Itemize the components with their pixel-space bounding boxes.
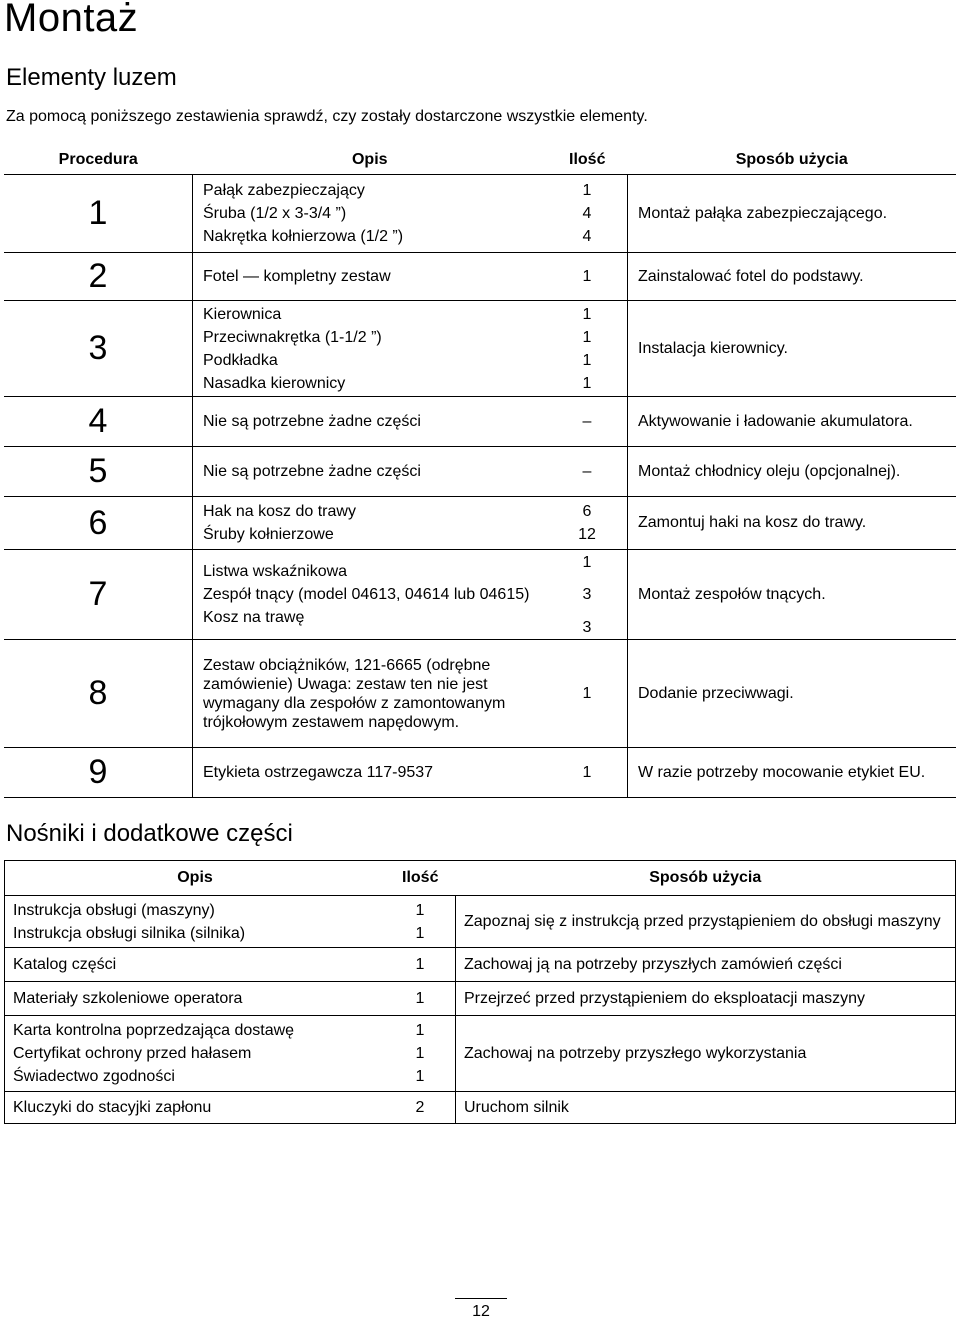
procedure-number: 3 [4, 301, 193, 397]
quantity-cell [547, 497, 628, 550]
table-row [5, 982, 956, 1016]
procedure-number: 1 [4, 175, 193, 253]
part-quantity: 1 [415, 1022, 425, 1039]
part-description: Kluczyki do stacyjki zapłonu [5, 1092, 386, 1124]
use-text: Aktywowanie i ładowanie akumulatora. [628, 397, 957, 447]
loose-parts-table [4, 146, 956, 798]
table-row [4, 253, 956, 301]
procedure-number: 5 [4, 447, 193, 497]
header-use: Sposób użycia [456, 861, 956, 896]
table-row [5, 896, 956, 948]
part-quantity: – [547, 397, 628, 447]
part-description: Instrukcja obsługi (maszyny) [13, 901, 215, 919]
intro-text: Za pomocą poniższego zestawienia sprawdź, czy zostały dostarczone wszystkie elementy. [6, 108, 648, 125]
table-row [4, 301, 956, 397]
use-text: Uruchom silnik [456, 1092, 956, 1124]
part-description: Świadectwo zgodności [13, 1068, 175, 1085]
table-row [4, 497, 956, 550]
header-quantity: Ilość [569, 151, 606, 168]
use-text: Zapoznaj się z instrukcją przed przystąpieniem do obsługi maszyny [464, 913, 941, 930]
part-description: Certyfikat ochrony przed hałasem [13, 1045, 252, 1062]
table-row [5, 1092, 956, 1124]
part-description: Nakrętka kołnierzowa (1/2 ”) [203, 228, 404, 245]
footer-rule [455, 1298, 507, 1299]
part-quantity: 12 [578, 526, 596, 543]
part-description: Nie są potrzebne żadne części [193, 397, 548, 447]
section-heading-media: Nośniki i dodatkowe części [6, 820, 293, 847]
part-quantity: 1 [547, 640, 628, 748]
part-description: Hak na kosz do trawy [203, 503, 356, 520]
table-row [4, 640, 956, 748]
header-use: Sposób użycia [735, 151, 848, 168]
part-description: Nie są potrzebne żadne części [193, 447, 548, 497]
part-description: Śruby kołnierzowe [203, 526, 334, 543]
description-cell [193, 175, 548, 253]
use-text: Zachowaj na potrzeby przyszłego wykorzystania [456, 1016, 956, 1092]
use-text: Zainstalować fotel do podstawy. [628, 253, 957, 301]
description-cell [5, 1016, 386, 1092]
part-description: Zespół tnący (model 04613, 04614 lub 04615) [203, 586, 530, 603]
table-row [4, 748, 956, 798]
use-text: W razie potrzeby mocowanie etykiet EU. [628, 748, 957, 798]
part-quantity: 1 [547, 748, 628, 798]
table-row [5, 1016, 956, 1092]
part-description: Listwa wskaźnikowa [203, 563, 348, 580]
header-description: Opis [351, 151, 388, 168]
use-text: Przejrzeć przed przystąpieniem do eksploatacji maszyny [456, 982, 956, 1016]
procedure-number: 2 [4, 253, 193, 301]
procedure-number: 6 [4, 497, 193, 550]
part-quantity: 1 [547, 253, 628, 301]
use-text: Montaż pałąka zabezpieczającego. [628, 175, 957, 253]
part-quantity: – [547, 447, 628, 497]
part-description: Pałąk zabezpieczający [203, 182, 365, 199]
quantity-cell [385, 1016, 456, 1092]
description-cell [5, 896, 386, 948]
description-cell [193, 640, 548, 748]
quantity-cell [547, 301, 628, 397]
part-quantity: 1 [582, 553, 592, 571]
description-cell [193, 301, 548, 397]
table-row [4, 397, 956, 447]
part-quantity: 2 [385, 1092, 456, 1124]
part-quantity: 1 [385, 948, 456, 982]
header-description: Opis [5, 861, 386, 896]
part-quantity: 1 [582, 305, 592, 323]
part-description: Fotel — kompletny zestaw [193, 253, 548, 301]
quantity-cell [547, 550, 628, 640]
header-quantity: Ilość [385, 861, 456, 896]
description-cell [193, 497, 548, 550]
part-description: Zestaw obciążników, 121-6665 (odrębne zamówienie) Uwaga: zestaw ten nie jest wymagany dla zespołów z zamontowanym trójkołowym zestawem napędowym. [203, 656, 506, 731]
part-quantity: 1 [582, 182, 592, 199]
part-description: Materiały szkoleniowe operatora [5, 982, 386, 1016]
description-cell [193, 550, 548, 640]
table-row [4, 550, 956, 640]
part-quantity: 1 [385, 982, 456, 1016]
part-description: Kosz na trawę [203, 609, 305, 626]
part-quantity: 1 [415, 1045, 425, 1062]
part-description: Nasadka kierownicy [203, 374, 346, 392]
part-description: Karta kontrolna poprzedzająca dostawę [13, 1022, 295, 1039]
header-procedure: Procedura [58, 151, 138, 168]
page-title: Montaż [4, 0, 139, 40]
part-quantity: 1 [415, 901, 425, 919]
section-heading-loose-parts: Elementy luzem [6, 64, 177, 91]
part-quantity: 1 [582, 374, 592, 392]
part-quantity: 3 [582, 585, 592, 603]
part-description: Śruba (1/2 x 3-3/4 ”) [203, 205, 347, 222]
use-text: Zachowaj ją na potrzeby przyszłych zamówień części [456, 948, 956, 982]
use-cell [456, 896, 956, 948]
part-quantity: 1 [415, 1068, 425, 1085]
part-quantity: 4 [582, 205, 592, 222]
use-text: Dodanie przeciwwagi. [628, 640, 957, 748]
use-text: Montaż chłodnicy oleju (opcjonalnej). [628, 447, 957, 497]
part-quantity: 3 [582, 618, 592, 636]
procedure-number: 4 [4, 397, 193, 447]
use-text: Zamontuj haki na kosz do trawy. [628, 497, 957, 550]
part-description: Etykieta ostrzegawcza 117-9537 [193, 748, 548, 798]
table-row [5, 948, 956, 982]
procedure-number: 8 [4, 640, 193, 748]
table-row [4, 447, 956, 497]
use-text: Montaż zespołów tnących. [628, 550, 957, 640]
part-description: Podkładka [203, 351, 278, 369]
part-quantity: 1 [582, 328, 592, 346]
page-number: 12 [472, 1303, 490, 1320]
media-parts-table [4, 860, 956, 1124]
part-quantity: 1 [582, 351, 592, 369]
procedure-number: 7 [4, 550, 193, 640]
use-text: Instalacja kierownicy. [628, 301, 957, 397]
quantity-cell [385, 896, 456, 948]
part-quantity: 6 [582, 503, 592, 520]
part-quantity: 4 [582, 228, 592, 245]
part-quantity: 1 [415, 924, 425, 942]
part-description: Instrukcja obsługi silnika (silnika) [13, 924, 246, 942]
part-description: Katalog części [5, 948, 386, 982]
table-header-row [4, 146, 956, 175]
part-description: Przeciwnakrętka (1-1/2 ”) [203, 328, 382, 346]
table-header-row [5, 861, 956, 896]
table-row [4, 175, 956, 253]
quantity-cell [547, 175, 628, 253]
part-description: Kierownica [203, 305, 282, 323]
procedure-number: 9 [4, 748, 193, 798]
